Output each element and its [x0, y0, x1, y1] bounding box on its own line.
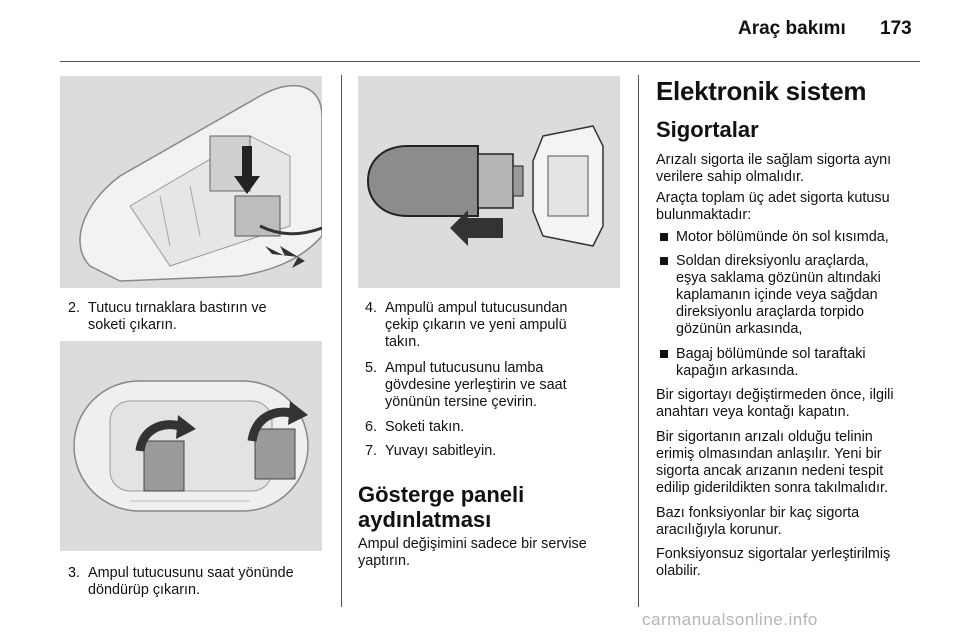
step-number: 3. [68, 565, 81, 581]
header-rule [60, 61, 920, 62]
step-number: 2. [68, 300, 81, 316]
subsection-title: Sigortalar [656, 117, 759, 142]
bullet-square-icon [660, 257, 668, 265]
paragraph-intro-2: Araçta toplam üç adet sigorta kutusu bulunmaktadır: [656, 190, 890, 223]
page-number: 173 [880, 18, 912, 39]
paragraph-instrument-lighting: Ampul değişimini sadece bir servise yaptırın. [358, 536, 587, 569]
step-text: Ampul tutucusunu saat yönünde döndürüp çıkarın. [88, 565, 294, 598]
step-7: 7. Yuvayı sabitleyin. [365, 443, 497, 459]
paragraph-nonfunctional-fuses: Fonksiyonsuz sigortalar yerleştirilmiş olabilir. [656, 546, 891, 579]
figure-socket-removal [60, 76, 322, 288]
column-divider-left [341, 75, 342, 607]
step-4: 4. Ampulü ampul tutucusundan çekip çıkarın ve yeni ampulü takın. [365, 300, 568, 350]
bullet-square-icon [660, 350, 668, 358]
step-2 [68, 300, 333, 336]
bullet-item: Bagaj bölümünde sol taraftaki kapağın arkasında. [660, 346, 925, 382]
running-header-title: Araç bakımı [738, 18, 846, 39]
figure-bulb-removal [358, 76, 620, 288]
paragraph-faulty-fuse: Bir sigortanın arızalı olduğu telinin erimiş olmasından anlaşılır. Yeni bir sigorta ancak arızanın nedeni tespit edilip giderildikten sonra takılmalıdır. [656, 429, 888, 496]
step-5: 5. Ampul tutucusunu lamba gövdesine yerleştirin ve saat yönünün tersine çevirin. [365, 360, 567, 410]
section-heading-instrument-lighting: Gösterge paneli aydınlatması [358, 482, 525, 532]
step-6: 6. Soketi takın. [365, 419, 465, 435]
step-3 [68, 565, 333, 601]
paragraph-multiple-fuses: Bazı fonksiyonlar bir kaç sigorta aracılığıyla korunur. [656, 505, 860, 538]
watermark: carmanualsonline.info [642, 610, 818, 629]
column-divider-right [638, 75, 639, 607]
bullet-square-icon [660, 233, 668, 241]
section-title: Elektronik sistem [656, 76, 867, 106]
paragraph-intro-1: Arızalı sigorta ile sağlam sigorta aynı verilere sahip olmalıdır. [656, 152, 892, 185]
step-text: Tutucu tırnaklara bastırın ve soketi çıkarın. [88, 300, 267, 333]
paragraph-before-replacing: Bir sigortayı değiştirmeden önce, ilgili anahtarı veya kontağı kapatın. [656, 387, 894, 420]
bullet-item: Soldan direksiyonlu araçlarda, eşya saklama gözünün altındaki kaplamanın içinde veya sağdan direksiyonlu araçlarda torpido gözünün arkasında, [660, 253, 925, 339]
figure-bulb-holder-rotation [60, 341, 322, 551]
